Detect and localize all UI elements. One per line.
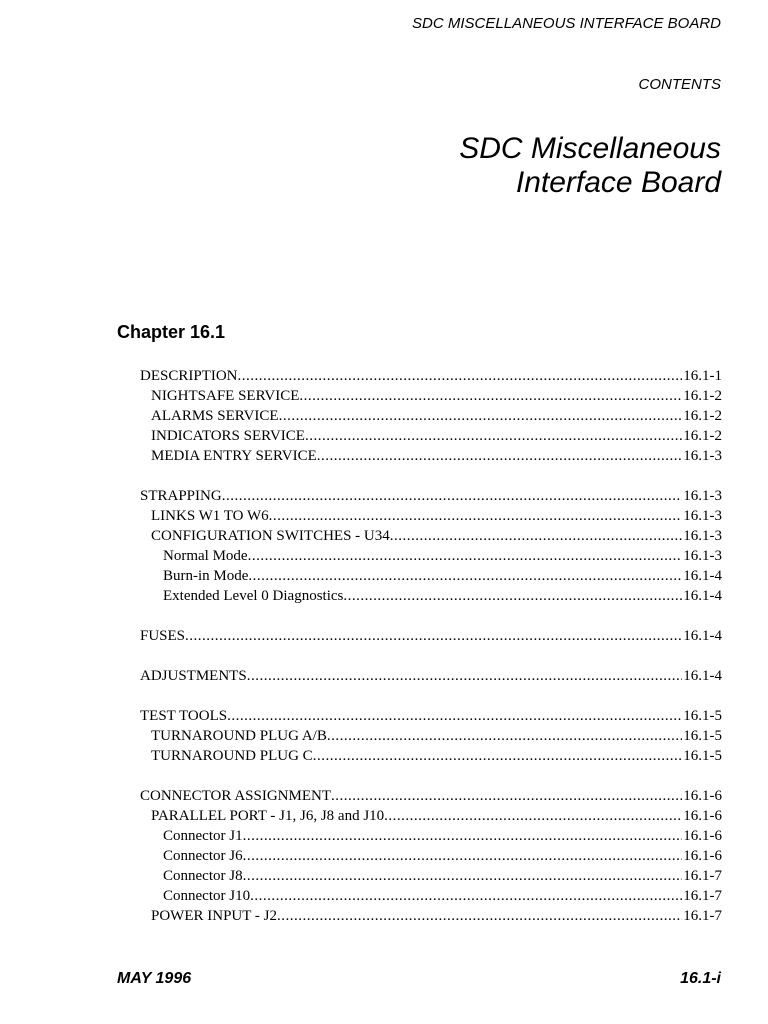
toc-dot-leader xyxy=(331,786,682,806)
toc-entry-page: 16.1-5 xyxy=(683,708,722,724)
toc-dot-leader xyxy=(343,586,682,606)
toc-entry-title: LINKS W1 TO W6 xyxy=(151,508,269,524)
toc-entry[interactable] xyxy=(140,546,722,566)
footer-date: MAY 1996 xyxy=(117,970,192,987)
toc-dot-leader xyxy=(313,746,683,766)
toc-entry-page: 16.1-2 xyxy=(683,428,722,444)
toc-entry-title: ADJUSTMENTS xyxy=(140,668,247,684)
document-title-line-2: Interface Board xyxy=(515,166,721,199)
toc-entry-page: 16.1-3 xyxy=(683,448,722,464)
toc-group xyxy=(140,366,722,466)
toc-entry-page: 16.1-2 xyxy=(683,388,722,404)
section-label: CONTENTS xyxy=(638,76,721,93)
toc-entry[interactable] xyxy=(140,666,722,686)
toc-entry[interactable] xyxy=(140,586,722,606)
toc-entry-title: TEST TOOLS xyxy=(140,708,228,724)
toc-entry-title: POWER INPUT - J2 xyxy=(151,908,277,924)
table-of-contents xyxy=(140,366,722,946)
toc-entry[interactable] xyxy=(140,786,722,806)
toc-dot-leader xyxy=(243,826,683,846)
toc-entry-title: TURNAROUND PLUG A/B xyxy=(151,728,327,744)
toc-entry-title: FUSES xyxy=(140,628,186,644)
toc-entry-page: 16.1-7 xyxy=(683,908,722,924)
toc-entry-page: 16.1-4 xyxy=(683,668,722,684)
toc-dot-leader xyxy=(390,526,683,546)
toc-entry[interactable] xyxy=(140,806,722,826)
toc-entry[interactable] xyxy=(140,886,722,906)
toc-entry[interactable] xyxy=(140,486,722,506)
toc-entry-page: 16.1-7 xyxy=(683,888,722,904)
toc-entry-title: ALARMS SERVICE xyxy=(151,408,279,424)
toc-entry-page: 16.1-3 xyxy=(683,508,722,524)
toc-entry-title: INDICATORS SERVICE xyxy=(151,428,305,444)
toc-dot-leader xyxy=(279,406,683,426)
toc-entry-page: 16.1-6 xyxy=(683,808,722,824)
toc-entry[interactable] xyxy=(140,626,722,646)
toc-entry-page: 16.1-5 xyxy=(683,748,722,764)
toc-entry-page: 16.1-2 xyxy=(683,408,722,424)
toc-dot-leader xyxy=(269,506,683,526)
document-title-line-1: SDC Miscellaneous xyxy=(459,132,721,165)
toc-entry-title: NIGHTSAFE SERVICE xyxy=(151,388,300,404)
toc-dot-leader xyxy=(248,566,682,586)
toc-entry[interactable] xyxy=(140,726,722,746)
toc-dot-leader xyxy=(222,486,683,506)
chapter-heading: Chapter 16.1 xyxy=(117,322,226,342)
toc-dot-leader xyxy=(227,706,682,726)
toc-dot-leader xyxy=(305,426,682,446)
toc-entry[interactable] xyxy=(140,906,722,926)
toc-dot-leader xyxy=(243,866,683,886)
footer-page-number: 16.1-i xyxy=(680,970,721,987)
toc-entry[interactable] xyxy=(140,746,722,766)
toc-group xyxy=(140,786,722,926)
toc-dot-leader xyxy=(327,726,682,746)
toc-entry-title: Connector J6 xyxy=(163,848,243,864)
toc-entry-title: Connector J8 xyxy=(163,868,243,884)
toc-entry-title: Connector J1 xyxy=(163,828,243,844)
toc-entry-page: 16.1-5 xyxy=(683,728,722,744)
toc-group xyxy=(140,486,722,606)
running-head: SDC MISCELLANEOUS INTERFACE BOARD xyxy=(412,15,721,32)
toc-entry-page: 16.1-1 xyxy=(683,368,722,384)
toc-entry-title: CONNECTOR ASSIGNMENT xyxy=(140,788,331,804)
toc-entry-title: TURNAROUND PLUG C xyxy=(151,748,313,764)
toc-entry-page: 16.1-6 xyxy=(683,828,722,844)
toc-entry-page: 16.1-6 xyxy=(683,788,722,804)
toc-entry-page: 16.1-3 xyxy=(683,548,722,564)
toc-dot-leader xyxy=(185,626,682,646)
toc-entry[interactable] xyxy=(140,846,722,866)
toc-entry-page: 16.1-4 xyxy=(683,628,722,644)
toc-group xyxy=(140,666,722,686)
toc-dot-leader xyxy=(250,886,682,906)
toc-entry-title: Connector J10 xyxy=(163,888,251,904)
toc-dot-leader xyxy=(277,906,682,926)
toc-entry-title: Normal Mode xyxy=(163,548,248,564)
toc-entry-title: MEDIA ENTRY SERVICE xyxy=(151,448,317,464)
toc-dot-leader xyxy=(384,806,682,826)
toc-group xyxy=(140,706,722,766)
toc-dot-leader xyxy=(317,446,683,466)
toc-group xyxy=(140,626,722,646)
toc-entry-page: 16.1-4 xyxy=(683,588,722,604)
toc-entry[interactable] xyxy=(140,406,722,426)
toc-entry[interactable] xyxy=(140,826,722,846)
toc-entry[interactable] xyxy=(140,566,722,586)
toc-entry[interactable] xyxy=(140,866,722,886)
toc-entry-page: 16.1-3 xyxy=(683,528,722,544)
toc-entry-title: STRAPPING xyxy=(140,488,222,504)
toc-entry-title: Burn-in Mode xyxy=(163,568,249,584)
toc-entry[interactable] xyxy=(140,426,722,446)
toc-entry[interactable] xyxy=(140,526,722,546)
toc-entry-page: 16.1-4 xyxy=(683,568,722,584)
toc-entry-page: 16.1-6 xyxy=(683,848,722,864)
toc-entry-page: 16.1-3 xyxy=(683,488,722,504)
toc-entry[interactable] xyxy=(140,386,722,406)
document-title xyxy=(459,132,721,200)
toc-dot-leader xyxy=(247,666,683,686)
toc-entry-title: Extended Level 0 Diagnostics xyxy=(163,588,344,604)
toc-entry[interactable] xyxy=(140,706,722,726)
toc-entry[interactable] xyxy=(140,506,722,526)
toc-entry-title: CONFIGURATION SWITCHES - U34 xyxy=(151,528,390,544)
toc-entry-title: PARALLEL PORT - J1, J6, J8 and J10 xyxy=(151,808,385,824)
toc-dot-leader xyxy=(243,846,683,866)
toc-dot-leader xyxy=(238,366,683,386)
toc-dot-leader xyxy=(299,386,682,406)
toc-dot-leader xyxy=(248,546,683,566)
toc-entry-page: 16.1-7 xyxy=(683,868,722,884)
toc-entry[interactable] xyxy=(140,366,722,386)
toc-entry-title: DESCRIPTION xyxy=(140,368,238,384)
toc-entry[interactable] xyxy=(140,446,722,466)
